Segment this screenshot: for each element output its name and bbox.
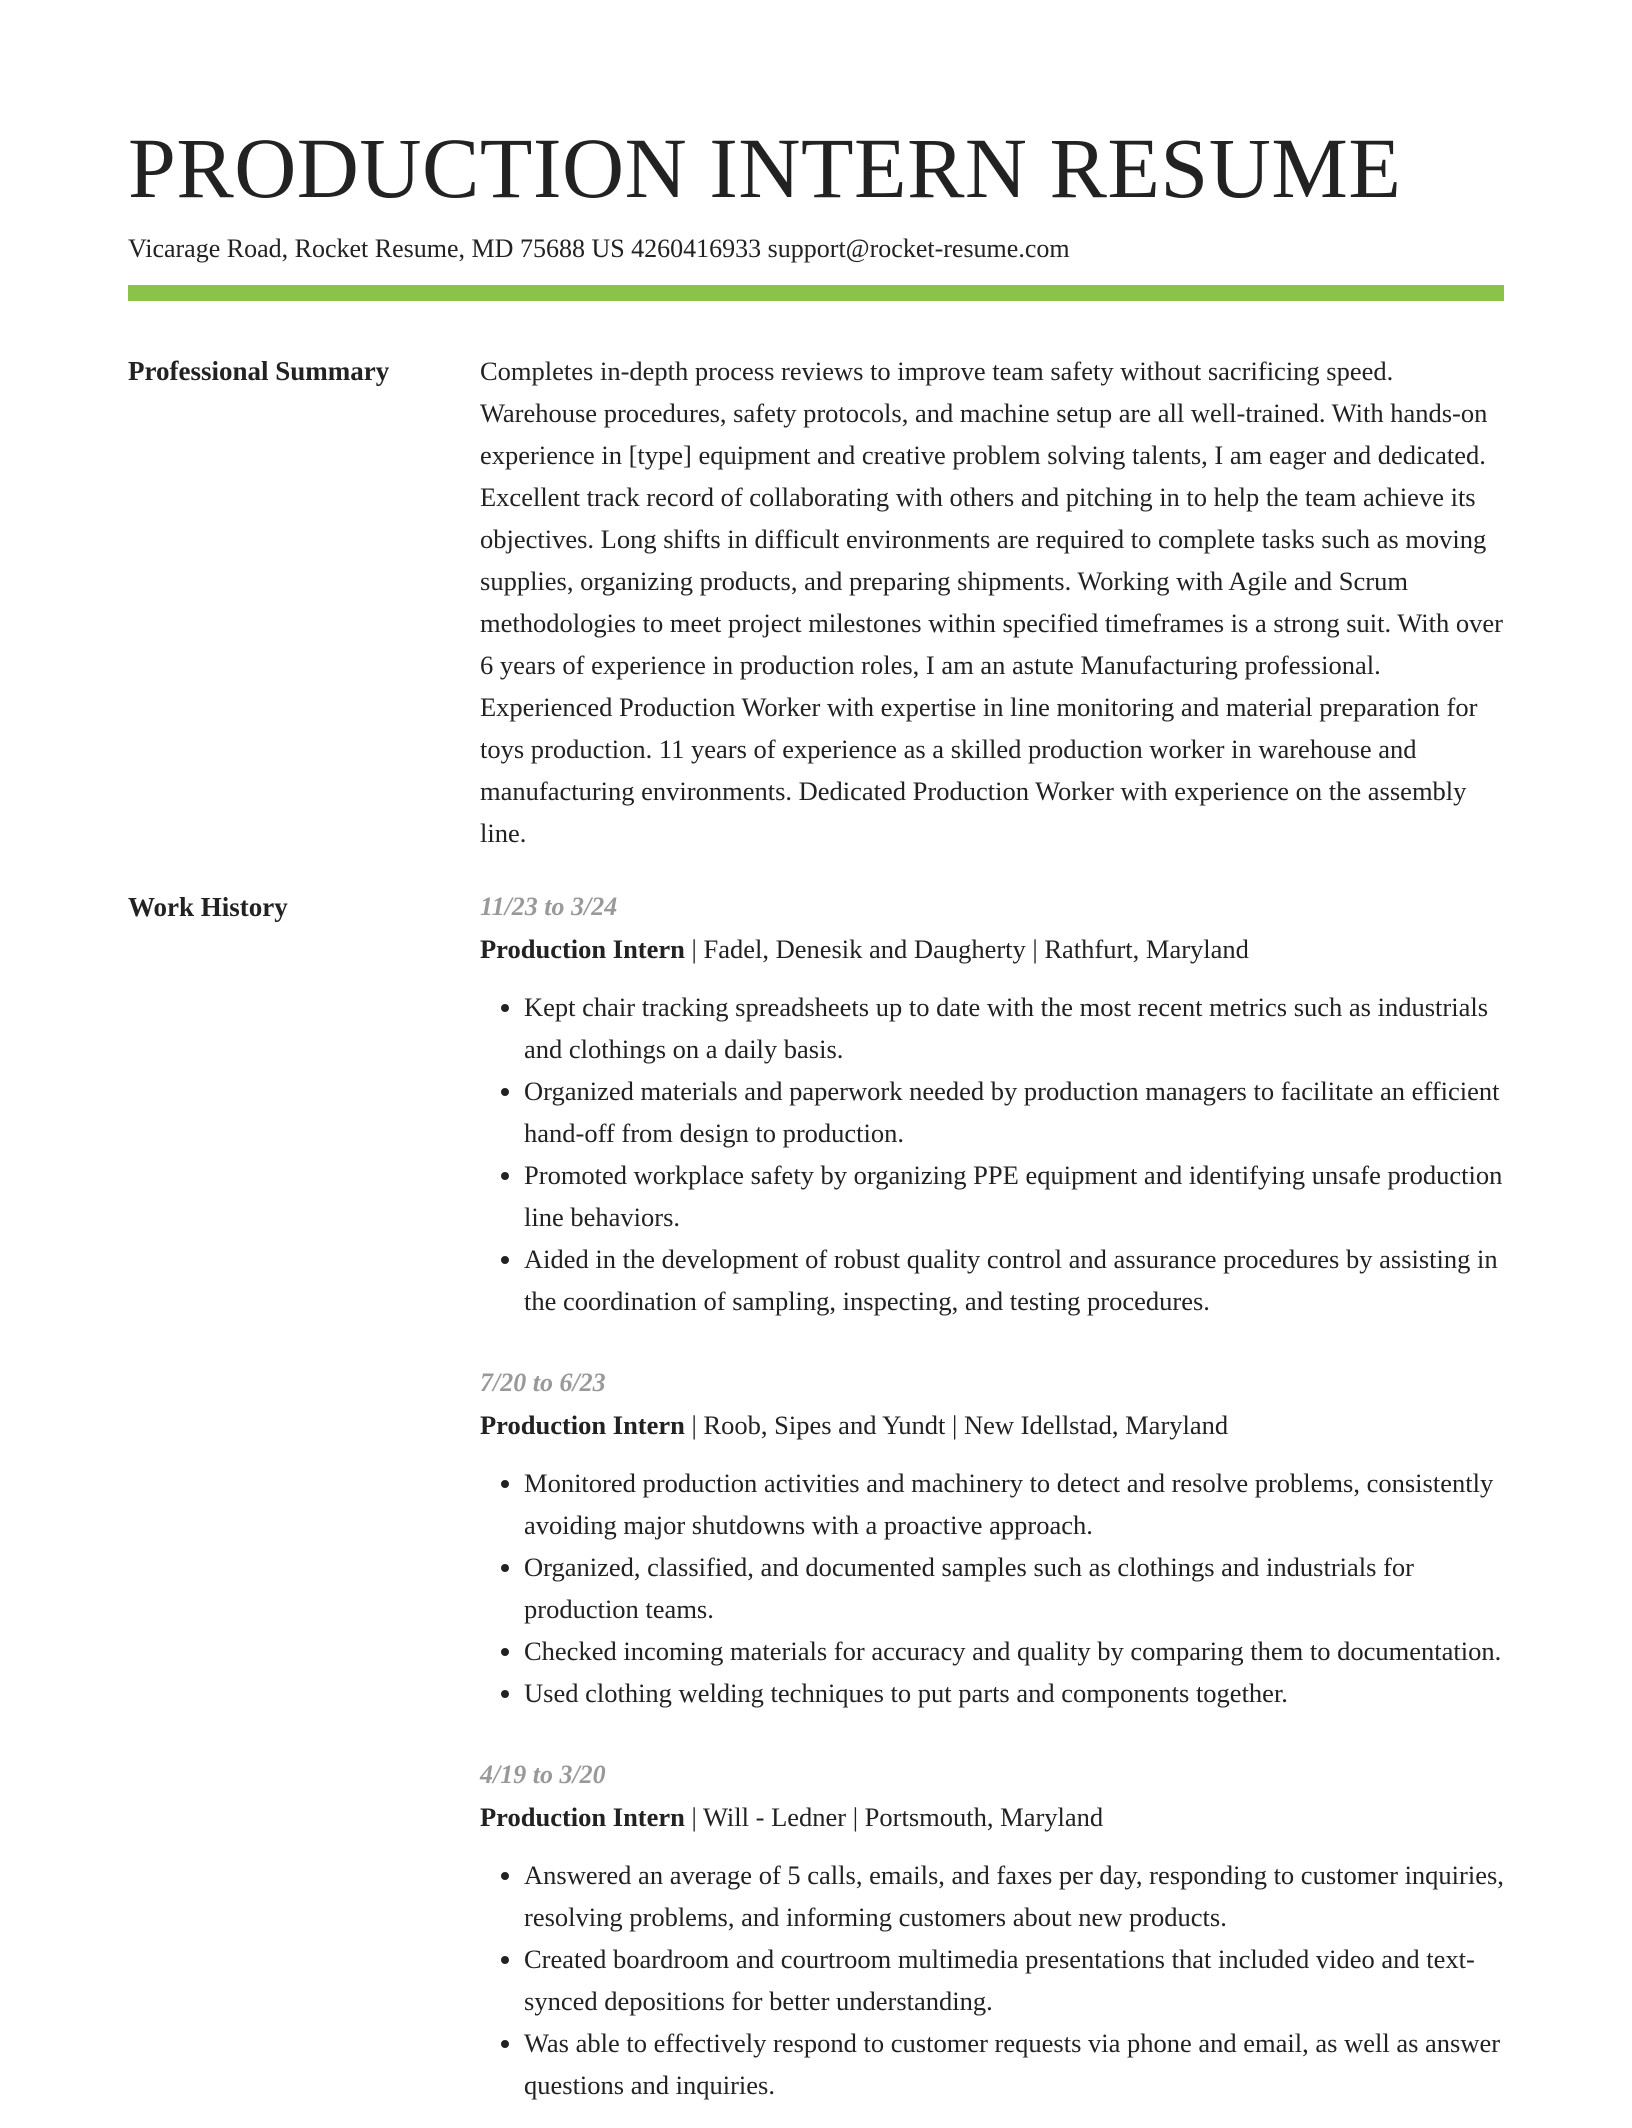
job-date: 4/19 to 3/20 (480, 1760, 606, 1789)
job-heading (480, 1796, 1504, 1838)
job-bullet-list (480, 986, 1504, 1322)
summary-paragraph: Completes in-depth process reviews to improve team safety without sacrificing speed. Warehouse procedures, safety protocols, and machine setup are all well-trained. With hands-on experience in [type] equipment and creative problem solving talents, I am eager and dedicated. Excellent track record of collaborating with others and pitching in to help the team achieve its objectives. Long shifts in difficult environments are required to complete tasks such as moving supplies, organizing products, and preparing shipments. Working with Agile and Scrum methodologies to meet project milestones within specified timeframes is a strong suit. With over 6 years of experience in production roles, I am an astute Manufacturing professional. Experienced Production Worker with expertise in line monitoring and material preparation for toys production. 11 years of experience as a skilled production worker in warehouse and manufacturing environments. Dedicated Production Worker with experience on the assembly line. (480, 356, 1503, 848)
work-history-heading: Work History (128, 892, 288, 922)
job-bullet-list (480, 1854, 1504, 2106)
job-title: Production Intern (480, 1802, 685, 1832)
summary-heading: Professional Summary (128, 356, 390, 386)
job-entry (480, 1754, 1504, 2106)
job-bullet: • Used clothing welding techniques to put parts and components together. (524, 1672, 1504, 1714)
job-bullet-list (480, 1462, 1504, 1714)
job-bullet: • Checked incoming materials for accuracy and quality by comparing them to documentation. (524, 1630, 1504, 1672)
job-list (480, 886, 1504, 2128)
job-date: 11/23 to 3/24 (480, 892, 618, 921)
job-bullet: • Answered an average of 5 calls, emails, and faxes per day, responding to customer inquiries, resolving problems, and informing customers about new products. (524, 1854, 1504, 1938)
job-bullet: • Promoted workplace safety by organizing PPE equipment and identifying unsafe production line behaviors. (524, 1154, 1504, 1238)
job-bullet: • Organized, classified, and documented samples such as clothings and industrials for production teams. (524, 1546, 1504, 1630)
job-title: Production Intern (480, 934, 685, 964)
job-heading (480, 1404, 1504, 1446)
header-divider (128, 285, 1504, 301)
job-employer-location: | Roob, Sipes and Yundt | New Idellstad, Maryland (684, 1410, 1229, 1440)
job-entry (480, 1362, 1504, 1714)
job-bullet: • Aided in the development of robust quality control and assurance procedures by assisting in the coordination of sampling, inspecting, and testing procedures. (524, 1238, 1504, 1322)
job-bullet: • Kept chair tracking spreadsheets up to date with the most recent metrics such as industrials and clothings on a daily basis. (524, 986, 1504, 1070)
job-bullet: • Monitored production activities and machinery to detect and resolve problems, consistently avoiding major shutdowns with a proactive approach. (524, 1462, 1504, 1546)
resume-title: PRODUCTION INTERN RESUME (128, 120, 1402, 216)
job-employer-location: | Will - Ledner | Portsmouth, Maryland (684, 1802, 1104, 1832)
job-bullet: • Organized materials and paperwork needed by production managers to facilitate an efficient hand-off from design to production. (524, 1070, 1504, 1154)
job-entry (480, 886, 1504, 1322)
job-bullet: • Was able to effectively respond to customer requests via phone and email, as well as answer questions and inquiries. (524, 2022, 1504, 2106)
job-title: Production Intern (480, 1410, 685, 1440)
job-bullet: • Created boardroom and courtroom multimedia presentations that included video and text-synced depositions for better understanding. (524, 1938, 1504, 2022)
job-heading (480, 928, 1504, 970)
job-date: 7/20 to 6/23 (480, 1368, 606, 1397)
contact-info: Vicarage Road, Rocket Resume, MD 75688 US 4260416933 support@rocket-resume.com (128, 234, 1070, 263)
job-employer-location: | Fadel, Denesik and Daugherty | Rathfurt, Maryland (684, 934, 1249, 964)
